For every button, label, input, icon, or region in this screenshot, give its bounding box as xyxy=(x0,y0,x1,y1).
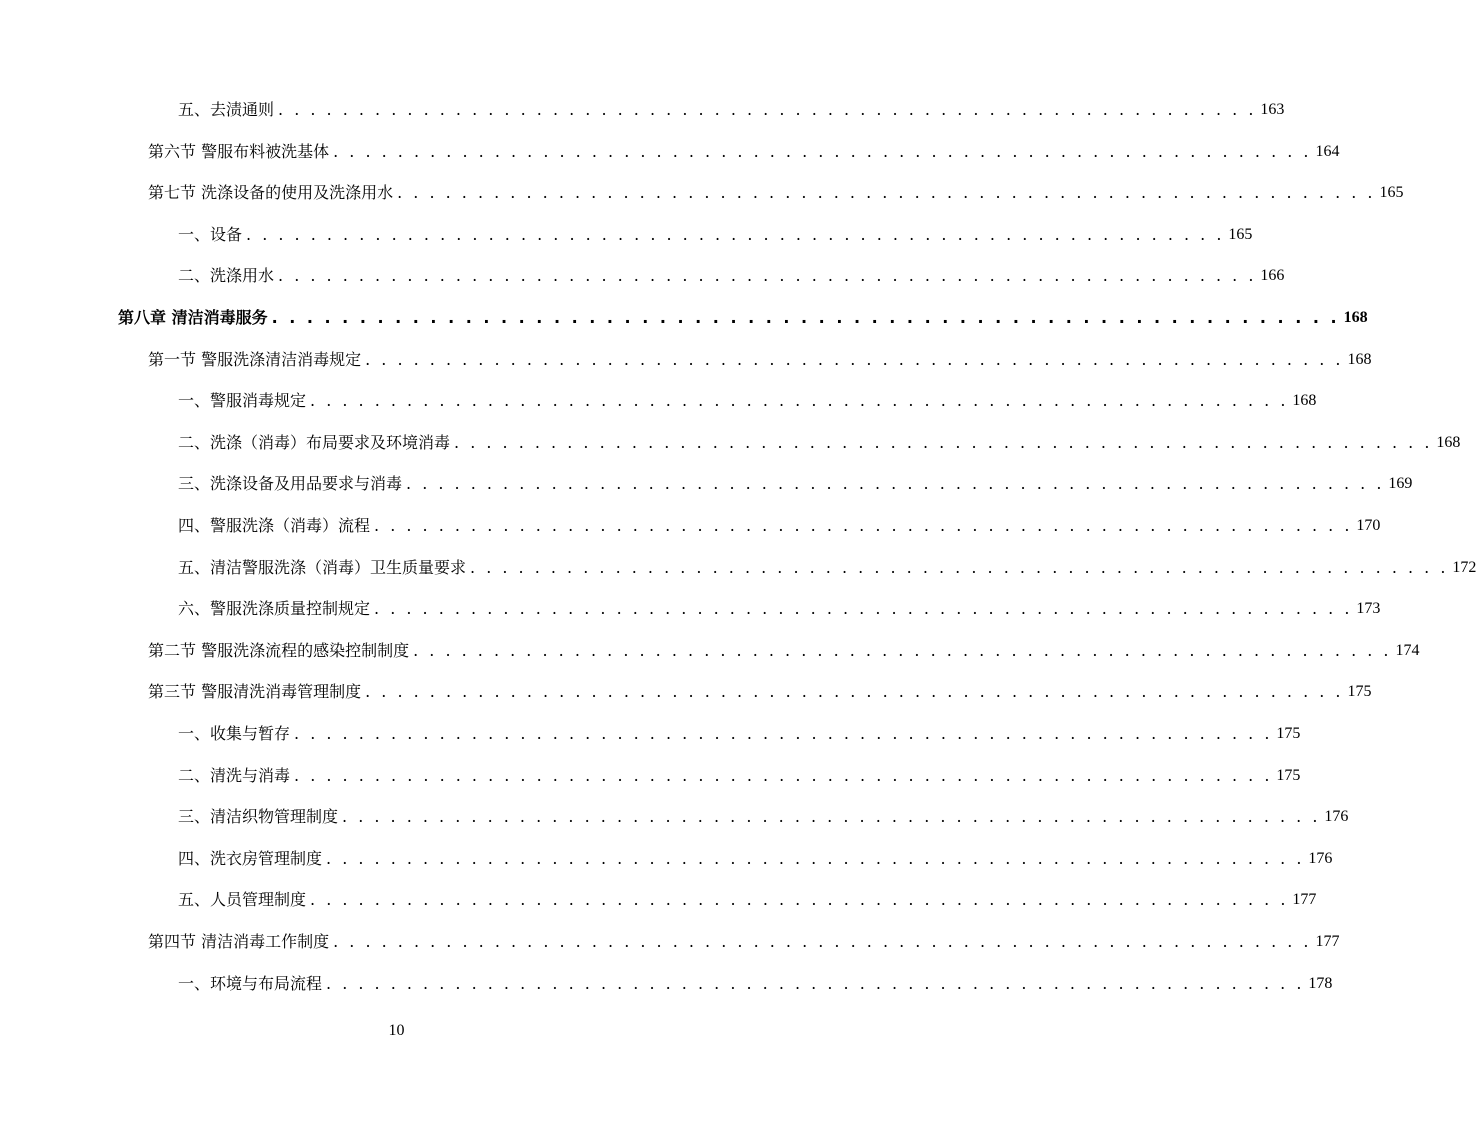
toc-entry-title: 第六节 警服布料被洗基体 xyxy=(148,141,330,161)
toc-entry[interactable] xyxy=(178,970,1333,998)
toc-entry[interactable] xyxy=(178,429,1461,457)
toc-entry-title: 二、洗涤用水 xyxy=(178,266,275,286)
toc-entry[interactable] xyxy=(148,179,1404,207)
toc-entry[interactable] xyxy=(178,387,1317,415)
toc-entry-page: 175 xyxy=(1276,725,1301,742)
toc-dot-leader: . . . . . . . . . . . . . . . . . . . . . . . . . . . . . . . . . . . . . . . . . . . . . . . . . . . . . . . . . . . . . xyxy=(397,183,1376,203)
toc-entry-title: 第二节 警服洗涤流程的感染控制制度 xyxy=(148,640,410,660)
toc-entry[interactable] xyxy=(148,678,1372,706)
toc-entry-page: 164 xyxy=(1315,142,1340,160)
toc-dot-leader: . . . . . . . . . . . . . . . . . . . . . . . . . . . . . . . . . . . . . . . . . . . . . . . . . . . . . . . . . . . . . xyxy=(365,349,1344,369)
toc-entry[interactable] xyxy=(148,637,1420,665)
toc-entry-page: 176 xyxy=(1308,849,1333,867)
toc-dot-leader: . . . . . . . . . . . . . . . . . . . . . . . . . . . . . . . . . . . . . . . . . . . . . . . . . . . . . . . . . . . . . xyxy=(294,765,1273,785)
toc-entry-title: 第三节 警服清洗消毒管理制度 xyxy=(148,682,362,702)
toc-entry-title: 第四节 清洁消毒工作制度 xyxy=(148,932,330,951)
toc-dot-leader: . . . . . . . . . . . . . . . . . . . . . . . . . . . . . . . . . . . . . . . . . . . . . . . . . . . . . . . . . . . . . xyxy=(454,432,1433,452)
toc-dot-leader: . . . . . . . . . . . . . . . . . . . . . . . . . . . . . . . . . . . . . . . . . . . . . . . . . . . . . . . . . . . . . xyxy=(406,474,1385,494)
toc-entry-page: 173 xyxy=(1356,600,1381,618)
toc-entry[interactable] xyxy=(178,221,1253,249)
toc-dot-leader: . . . . . . . . . . . . . . . . . . . . . . . . . . . . . . . . . . . . . . . . . . . . . . . . . . . . . . . . . . . . . xyxy=(246,224,1225,244)
toc-dot-leader: . . . . . . . . . . . . . . . . . . . . . . . . . . . . . . . . . . . . . . . . . . . . . . . . . . . . . . . . . . . . . xyxy=(333,932,1312,951)
toc-dot-leader: . . . . . . . . . . . . . . . . . . . . . . . . . . . . . . . . . . . . . . . . . . . . . . . . . . . . . . . . . . . . . xyxy=(271,308,1340,327)
toc-dot-leader: . . . . . . . . . . . . . . . . . . . . . . . . . . . . . . . . . . . . . . . . . . . . . . . . . . . . . . . . . . . . . xyxy=(326,973,1305,993)
toc-entry[interactable] xyxy=(178,470,1413,498)
toc-dot-leader: . . . . . . . . . . . . . . . . . . . . . . . . . . . . . . . . . . . . . . . . . . . . . . . . . . . . . . . . . . . . . xyxy=(278,266,1257,286)
toc-entry[interactable] xyxy=(148,138,1340,166)
toc-entry-title: 第一节 警服洗涤清洁消毒规定 xyxy=(148,349,362,369)
toc-entry-page: 169 xyxy=(1388,475,1413,493)
toc-entry[interactable] xyxy=(148,928,1340,956)
toc-entry[interactable] xyxy=(178,845,1333,873)
toc-dot-leader: . . . . . . . . . . . . . . . . . . . . . . . . . . . . . . . . . . . . . . . . . . . . . . . . . . . . . . . . . . . . . xyxy=(365,682,1344,702)
toc-entry-title: 五、去渍通则 xyxy=(178,100,275,119)
toc-entry[interactable] xyxy=(178,762,1301,790)
toc-entry-title: 二、洗涤（消毒）布局要求及环境消毒 xyxy=(178,432,451,452)
toc-entry-page: 175 xyxy=(1276,766,1301,784)
toc-entry-title: 五、清洁警服洗涤（消毒）卫生质量要求 xyxy=(178,557,467,577)
toc-entry-page: 163 xyxy=(1260,101,1285,118)
toc-entry-title: 一、设备 xyxy=(178,224,243,244)
toc-dot-leader: . . . . . . . . . . . . . . . . . . . . . . . . . . . . . . . . . . . . . . . . . . . . . . . . . . . . . . . . . . . . . xyxy=(342,807,1321,827)
toc-entry[interactable] xyxy=(178,262,1285,290)
toc-entry[interactable] xyxy=(178,886,1317,914)
toc-entry[interactable] xyxy=(178,96,1285,124)
toc-entry-page: 178 xyxy=(1308,974,1333,992)
toc-entry-page: 168 xyxy=(1436,433,1461,451)
toc-dot-leader: . . . . . . . . . . . . . . . . . . . . . . . . . . . . . . . . . . . . . . . . . . . . . . . . . . . . . . . . . . . . . xyxy=(326,848,1305,868)
toc-entry[interactable] xyxy=(178,512,1381,540)
toc-dot-leader: . . . . . . . . . . . . . . . . . . . . . . . . . . . . . . . . . . . . . . . . . . . . . . . . . . . . . . . . . . . . . xyxy=(413,640,1392,660)
toc-entry-page: 177 xyxy=(1315,933,1340,950)
toc-entry-title: 第七节 洗涤设备的使用及洗涤用水 xyxy=(148,183,394,203)
toc-entry-page: 170 xyxy=(1356,517,1381,534)
toc-entry-page: 168 xyxy=(1292,392,1317,410)
toc-dot-leader: . . . . . . . . . . . . . . . . . . . . . . . . . . . . . . . . . . . . . . . . . . . . . . . . . . . . . . . . . . . . . xyxy=(470,557,1449,577)
toc-dot-leader: . . . . . . . . . . . . . . . . . . . . . . . . . . . . . . . . . . . . . . . . . . . . . . . . . . . . . . . . . . . . . xyxy=(278,100,1257,119)
toc-entry-title: 三、清洁织物管理制度 xyxy=(178,807,339,827)
toc-entry-page: 177 xyxy=(1292,891,1317,909)
toc-entry-page: 166 xyxy=(1260,267,1285,285)
toc-entry-page: 174 xyxy=(1395,641,1420,659)
toc-entry-page: 168 xyxy=(1343,309,1368,326)
toc-entry-page: 172 xyxy=(1452,558,1476,576)
toc-dot-leader: . . . . . . . . . . . . . . . . . . . . . . . . . . . . . . . . . . . . . . . . . . . . . . . . . . . . . . . . . . . . . xyxy=(333,141,1312,161)
toc-entry-title: 五、人员管理制度 xyxy=(178,890,307,910)
toc-entry[interactable] xyxy=(148,346,1372,374)
toc-entry[interactable] xyxy=(178,595,1381,623)
toc-entry-title: 四、洗衣房管理制度 xyxy=(178,848,323,868)
toc-entry[interactable] xyxy=(178,803,1349,831)
toc-entry-page: 175 xyxy=(1347,683,1372,701)
toc-entry-page: 165 xyxy=(1379,184,1404,202)
toc-entry-page: 176 xyxy=(1324,808,1349,826)
toc-entry[interactable] xyxy=(178,720,1301,748)
toc-entry-title: 一、环境与布局流程 xyxy=(178,973,323,993)
toc-dot-leader: . . . . . . . . . . . . . . . . . . . . . . . . . . . . . . . . . . . . . . . . . . . . . . . . . . . . . . . . . . . . . xyxy=(310,391,1289,411)
toc-entry[interactable] xyxy=(118,304,1368,332)
toc-entry-title: 一、收集与暂存 xyxy=(178,724,291,743)
toc-entry-title: 一、警服消毒规定 xyxy=(178,391,307,411)
page-number: 10 xyxy=(388,1022,405,1039)
toc-entry-title: 四、警服洗涤（消毒）流程 xyxy=(178,516,371,535)
toc-entry-page: 165 xyxy=(1228,225,1253,243)
toc-entry-title: 三、洗涤设备及用品要求与消毒 xyxy=(178,474,403,494)
toc-dot-leader: . . . . . . . . . . . . . . . . . . . . . . . . . . . . . . . . . . . . . . . . . . . . . . . . . . . . . . . . . . . . . xyxy=(310,890,1289,910)
toc-entry[interactable] xyxy=(178,554,1476,582)
toc-dot-leader: . . . . . . . . . . . . . . . . . . . . . . . . . . . . . . . . . . . . . . . . . . . . . . . . . . . . . . . . . . . . . xyxy=(374,516,1353,535)
toc-entry-title: 六、警服洗涤质量控制规定 xyxy=(178,599,371,619)
toc-dot-leader: . . . . . . . . . . . . . . . . . . . . . . . . . . . . . . . . . . . . . . . . . . . . . . . . . . . . . . . . . . . . . xyxy=(374,599,1353,619)
toc-entry-page: 168 xyxy=(1347,350,1372,368)
toc-entry-title: 二、清洗与消毒 xyxy=(178,765,291,785)
toc-dot-leader: . . . . . . . . . . . . . . . . . . . . . . . . . . . . . . . . . . . . . . . . . . . . . . . . . . . . . . . . . . . . . xyxy=(294,724,1273,743)
toc-entry-title: 第八章 清洁消毒服务 xyxy=(118,308,268,327)
